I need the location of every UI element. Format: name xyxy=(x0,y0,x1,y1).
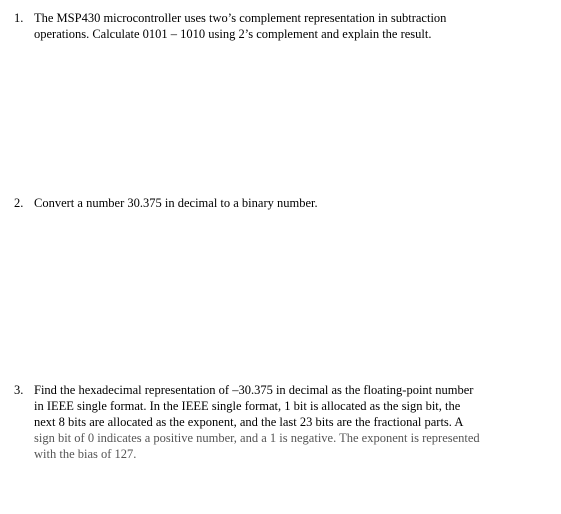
question-number: 3. xyxy=(14,383,24,397)
question-line: in IEEE single format. In the IEEE single format, 1 bit is allocated as the sign bit, the xyxy=(34,399,461,413)
question-text xyxy=(34,10,534,42)
question-line: Convert a number 30.375 in decimal to a binary number. xyxy=(34,196,318,210)
question-number: 2. xyxy=(14,196,24,210)
question-line: Find the hexadecimal representation of –30.375 in decimal as the floating-point number xyxy=(34,383,474,397)
question-line: with the bias of 127. xyxy=(34,447,137,461)
question-line: operations. Calculate 0101 – 1010 using 2’s complement and explain the result. xyxy=(34,27,432,41)
question-number: 1. xyxy=(14,11,24,25)
question-text xyxy=(34,195,534,211)
question-line: next 8 bits are allocated as the exponent, and the last 23 bits are the fractional parts. A xyxy=(34,415,464,429)
question-line: sign bit of 0 indicates a positive number, and a 1 is negative. The exponent is represented xyxy=(34,431,480,445)
question-text xyxy=(34,382,534,462)
question-line: The MSP430 microcontroller uses two’s complement representation in subtraction xyxy=(34,11,447,25)
